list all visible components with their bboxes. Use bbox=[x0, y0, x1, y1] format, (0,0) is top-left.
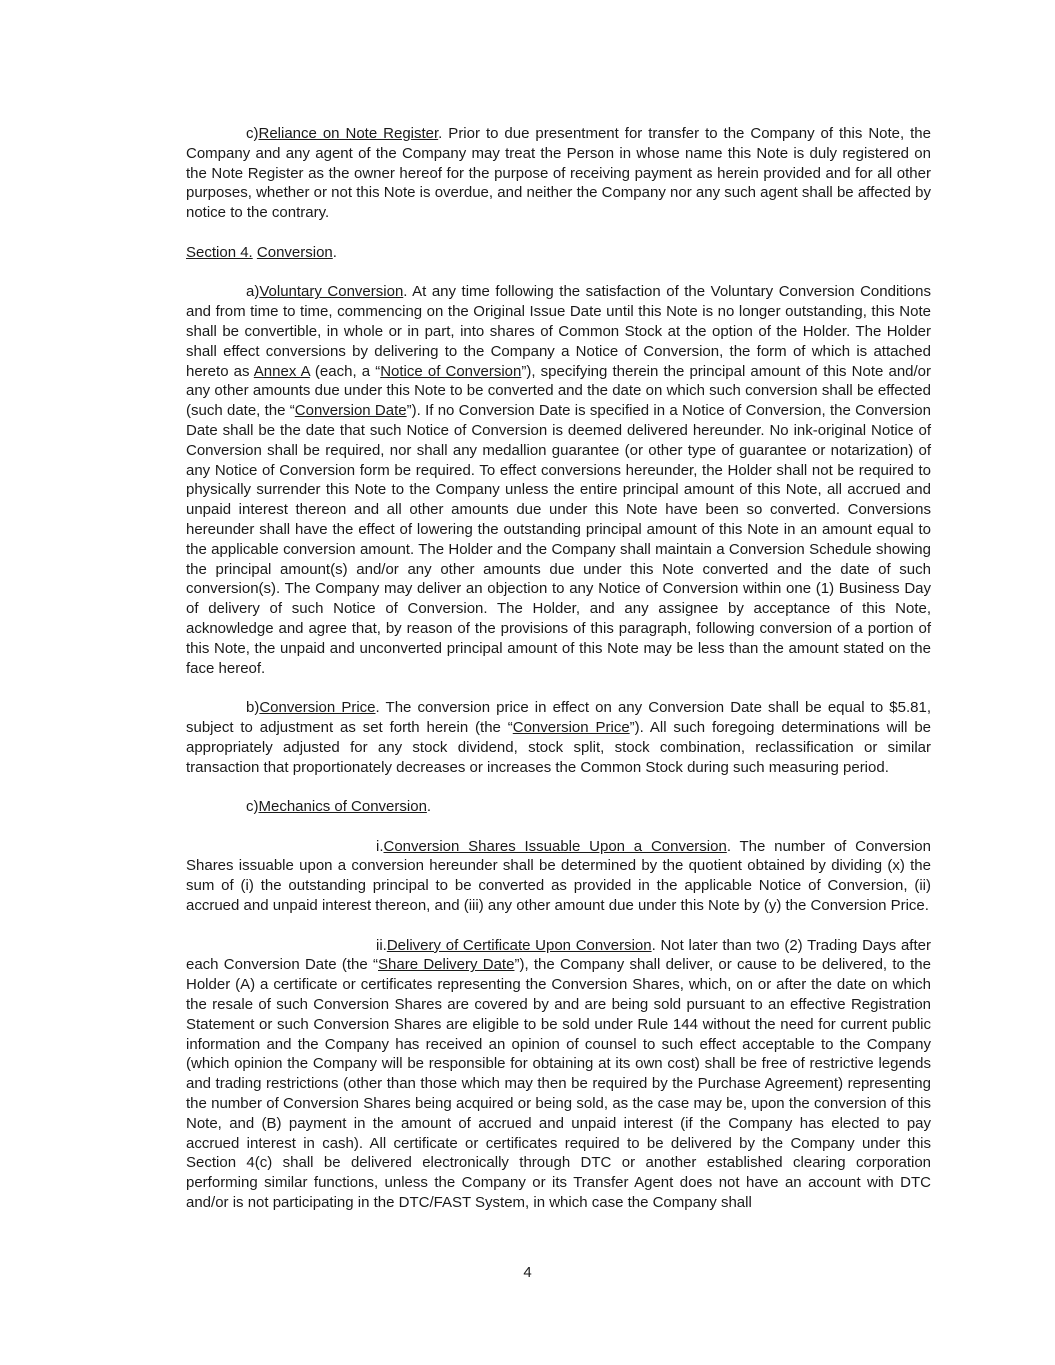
clause-title: Voluntary Conversion bbox=[259, 283, 404, 301]
section-title: Conversion bbox=[256, 243, 333, 261]
defined-term: Notice of Conversion bbox=[380, 362, 522, 380]
clause-title: Reliance on Note Register bbox=[258, 125, 439, 142]
paragraph-mechanics-of-conversion: c)Mechanics of Conversion. bbox=[186, 797, 931, 817]
annex-reference: Annex A bbox=[253, 362, 310, 380]
defined-term: Share Delivery Date bbox=[378, 956, 515, 974]
paragraph-conversion-price: b)Conversion Price. The conversion price in effect on any Conversion Date shall be equal to $5.81, subject to adjustment as set forth herein (the “Conversion Price”). All such foregoing determinations will be appropriately adjusted for any stock dividend, stock split, stock combination, reclassification or similar transaction that proportionately decreases or increases the Common Stock during such measuring period. bbox=[186, 699, 932, 776]
clause-title: Delivery of Certificate Upon Conversion bbox=[386, 936, 652, 954]
section-number: Section 4. bbox=[186, 243, 253, 261]
defined-term: Conversion Price bbox=[512, 718, 630, 736]
paragraph-voluntary-conversion: a)Voluntary Conversion. At any time following the satisfaction of the Voluntary Conversion Conditions and from time to time, commencing on the Original Issue Date until this Note is no longer outstanding, this Note shall be convertible, in whole or in part, into shares of Common Stock at the option of the Holder. The Holder shall effect conversions by delivering to the Company a Notice of Conversion, the form of which is attached hereto as Annex A (each, a “Notice of Conversion”), specifying therein the principal amount of this Note and/or any other amounts due under this Note to be converted and the date on which such conversion shall be effected (such date, the “Conversion Date”). If no Conversion Date is specified in a Notice of Conversion, the Conversion Date shall be the date that such Notice of Conversion is deemed delivered hereunder. No ink-original Notice of Conversion shall be required, nor shall any medallion guarantee (or other type of guarantee or notarization) of any Notice of Conversion form be required. To effect conversions hereunder, the Holder shall not be required to physically surrender this Note to the Company unless the entire principal amount of this Note, all accrued and unpaid interest thereon and all other amounts due under this Note have been so converted. Conversions hereunder shall have the effect of lowering the outstanding principal amount of this Note in an amount equal to the applicable conversion amount. The Holder and the Company shall maintain a Conversion Schedule showing the principal amount(s) and/or any other amounts due under this Note converted and the date of such conversion(s). The Company may deliver an objection to any Notice of Conversion within one (1) Business Day of delivery of such Notice of Conversion. The Holder, and any assignee by acceptance of this Note, acknowledge and agree that, by reason of the provisions of this paragraph, following conversion of a portion of this Note, the unpaid and unconverted principal amount of this Note may be less than the amount stated on the face hereof. bbox=[186, 283, 932, 677]
clause-text: . Prior to due presentment for transfer to the Company of this Note, the Company and any agent of the Company may treat the Person in whose name this Note is duly registered on the Note Register as the owner hereof for the purpose of receiving payment as herein provided and for all other purposes, whether or not this Note is overdue, and neither the Company nor any such agent shall be affected by notice to the contrary. bbox=[186, 125, 931, 222]
clause-marker: c) bbox=[246, 798, 259, 816]
paragraph-delivery-of-certificate: ii.Delivery of Certificate Upon Conversion. Not later than two (2) Trading Days after each Conversion Date (the “Share Delivery Date”), the Company shall deliver, or cause to be delivered, to the Holder (A) a certificate or certificates representing the Conversion Shares, which, on or after the date on which the resale of such Conversion Shares are covered by and are being sold pursuant to an effective Registration Statement or such Conversion Shares are eligible to be sold under Rule 144 without the need for current public information and the Company has received an opinion of counsel to such effect acceptable to the Company (which opinion the Company will be responsible for obtaining at its own cost) shall be free of restrictive legends and trading restrictions (other than those which may then be required by the Purchase Agreement) representing the number of Conversion Shares being acquired or being sold, as the case may be, upon the conversion of this Note, and (B) payment in the amount of accrued and unpaid interest (if the Company has elected to pay accrued interest in cash). All certificate or certificates required to be delivered by the Company under this Section 4(c) shall be delivered electronically through DTC or another established clearing corporation performing similar functions, unless the Company or its Transfer Agent does not have an account with DTC and/or is not participating in the DTC/FAST System, in which case the Company shall bbox=[186, 936, 931, 1212]
clause-title: Conversion Price bbox=[259, 699, 376, 717]
clause-title: Mechanics of Conversion bbox=[258, 798, 427, 816]
clause-marker: b) bbox=[246, 699, 260, 717]
clause-marker: a) bbox=[246, 283, 260, 301]
paragraph-conversion-shares-issuable: i.Conversion Shares Issuable Upon a Conversion. The number of Conversion Shares issuable upon a conversion hereunder shall be determined by the quotient obtained by dividing (x) the sum of (i) the outstanding principal to be converted as provided in the applicable Notice of Conversion, (ii) accrued and unpaid interest thereon, and (iii) any other amount due under this Note by (y) the Conversion Price. bbox=[186, 837, 931, 915]
page-number: 4 bbox=[523, 1264, 532, 1281]
defined-term: Conversion Date bbox=[294, 402, 407, 420]
clause-marker: i. bbox=[376, 837, 384, 855]
paragraph-reliance-on-note-register bbox=[186, 124, 931, 223]
clause-marker: ii. bbox=[376, 936, 387, 954]
document-page bbox=[186, 124, 931, 1213]
clause-title: Conversion Shares Issuable Upon a Conversion bbox=[383, 837, 727, 855]
clause-marker: c) bbox=[246, 125, 259, 142]
section-4-heading: Section 4. Conversion. bbox=[186, 243, 337, 261]
